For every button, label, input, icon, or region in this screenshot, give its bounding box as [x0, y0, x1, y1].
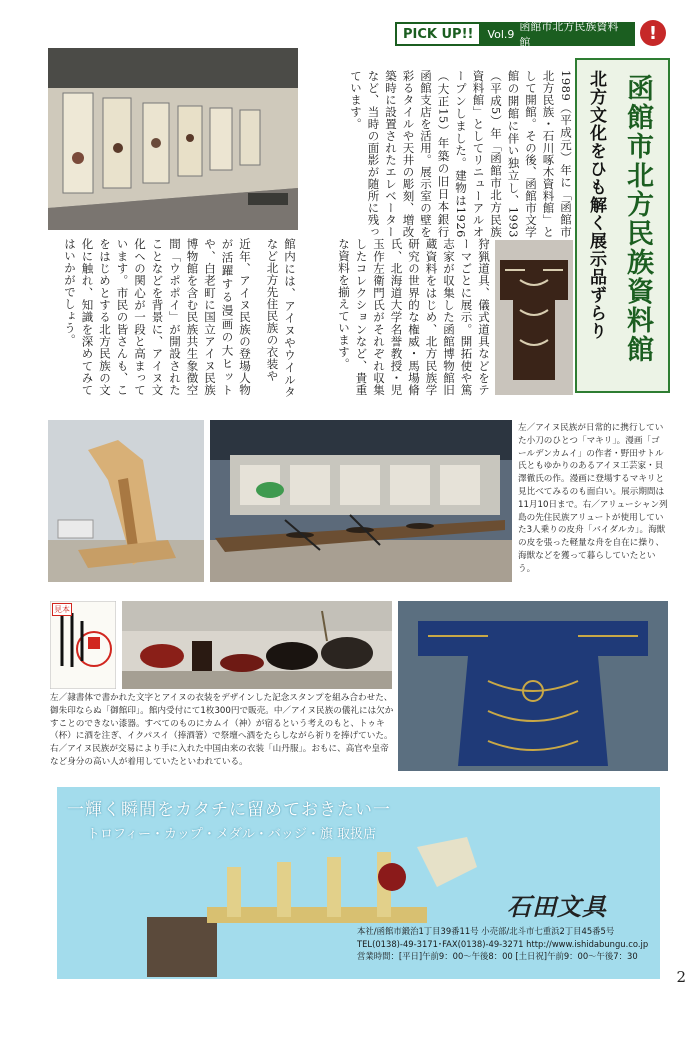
pickup-header [395, 20, 635, 49]
caption-stamp-lacquer-robe: 左／隷書体で書かれた文字とアイヌの衣装をデザインした記念スタンプを組み合わせた、御朱印ならぬ「御館印」。館内受付にて1枚300円で販売。中／アイヌ民族の儀礼には欠かすことのできない漆器。すべてのものにカムイ（神）が宿るという考えのもと、トゥキ（杯）に酒を注ぎ、イクパスイ（捧酒箸）で祭壇へ酒をたらしながら祈りを捧げていた。右／アイヌ民族が交易により手に入れた中国由来の衣装「山丹服」。おもに、高官や皇帝など身分の高い人が着用していたといわれている。 [50, 693, 394, 767]
ad-tel[interactable]: TEL(0138)-49-3171･FAX(0138)-49-3271 http://www.ishidabungu.co.jp [357, 938, 649, 949]
article-body-4: 近年、アイヌ民族の登場人物が活躍する漫画の大ヒットや、白老町に国立アイヌ民族博物館を含む民族共生象徴空間「ウポポイ」が開設されたことなどを背景に、アイヌ文化への関心が一段と高まっています。市民の皆さんも、こをはじめとする北方民族の文化に触れ、知識を深めてみてはいかがでしょう。 [63, 238, 252, 396]
ad-hours: 営業時間：[平日]午前9：00〜午後8：00 [土日祝]午前9：00〜午後7：30 [357, 951, 638, 961]
ad-logo: 石田文具 [507, 893, 607, 921]
ad-contact-info [357, 925, 648, 963]
vol-number: Vol.9 [487, 27, 515, 41]
caption-makiri-kayak: 左／アイヌ民族が日常的に携行していた小刀のひとつ「マキリ」。漫画「ゴールデンカムイ」の作者・野田サトル氏ともゆかりのあるアイヌ工芸家・貝澤徹氏の作。漫画に登場するマキリと見比べてみるのも面白い。展示期間は11月10日まで。右／アリューシャン列島の先住民族アリュートが使用していた3人乗りの皮舟「バイダルカ」。海獣の皮を張った軽量な舟を自在に操り、海獣などを獲って暮らしていたという。 [518, 423, 668, 574]
advertisement-ishida-bungu[interactable] [57, 787, 660, 979]
exclamation-icon: ! [640, 20, 666, 46]
article-body-1: 1989（平成元）年に「函館市北方民族・石川啄木資料館」として開館。その後、函館市文学館の開館に伴い独立し、1993（平成5）年「函館市北方民族資料館」としてリニューアルオープンしました。建物は1926（大正15）年築の旧日本銀行函館支店を活用。展示室の壁を彩るタイルや天井の彫刻、増改築時に設置されたエレベーターなど、当時の面影が随所に残っています。 [349, 70, 573, 238]
photo-baidarka-kayak [210, 420, 512, 582]
ad-headline: 一輝く瞬間をカタチに留めておきたい一 [67, 800, 391, 820]
ad-address: 本社/函館市鍛治1丁目39番11号 小売部/北斗市七重浜2丁目45番5号 [357, 926, 615, 936]
article-subtitle: 北方文化をひも解く展示品ずらり [586, 70, 606, 340]
photo-lacquerware [122, 601, 392, 689]
photo-commemorative-stamp [50, 601, 116, 689]
photo-santan-robe [398, 601, 668, 771]
photo-ainu-robe [495, 240, 573, 395]
article-body-3: 狩猟道具、儀式道具などをテーマごとに展示。開拓使や篤志家が収集した函館博物館旧蔵資料をはじめ、北方民族学研究の世界的な権威・馬場脩氏、北海道大学名誉教授・児玉作左衛門氏がそれぞれ収集したコレクションなど、貴重な資料を揃えています。 [337, 238, 491, 396]
venue-name: 函館市北方民族資料館 [519, 20, 619, 49]
article-body-2: 館内には、アイヌやウイルタなど北方先住民族の衣装や [265, 238, 297, 398]
volume-label [481, 20, 633, 49]
page-number: 2 [676, 968, 686, 986]
pickup-label: PICK UP!! [397, 24, 481, 44]
ad-products: トロフィー・カップ・メダル・バッジ・旗 取扱店 [87, 827, 376, 842]
stamp-sample-mark: 見本 [54, 605, 70, 614]
article-title: 函館市北方民族資料館 [622, 74, 653, 364]
photo-exhibit-hall [48, 48, 298, 230]
photo-makiri-knife [48, 420, 204, 582]
